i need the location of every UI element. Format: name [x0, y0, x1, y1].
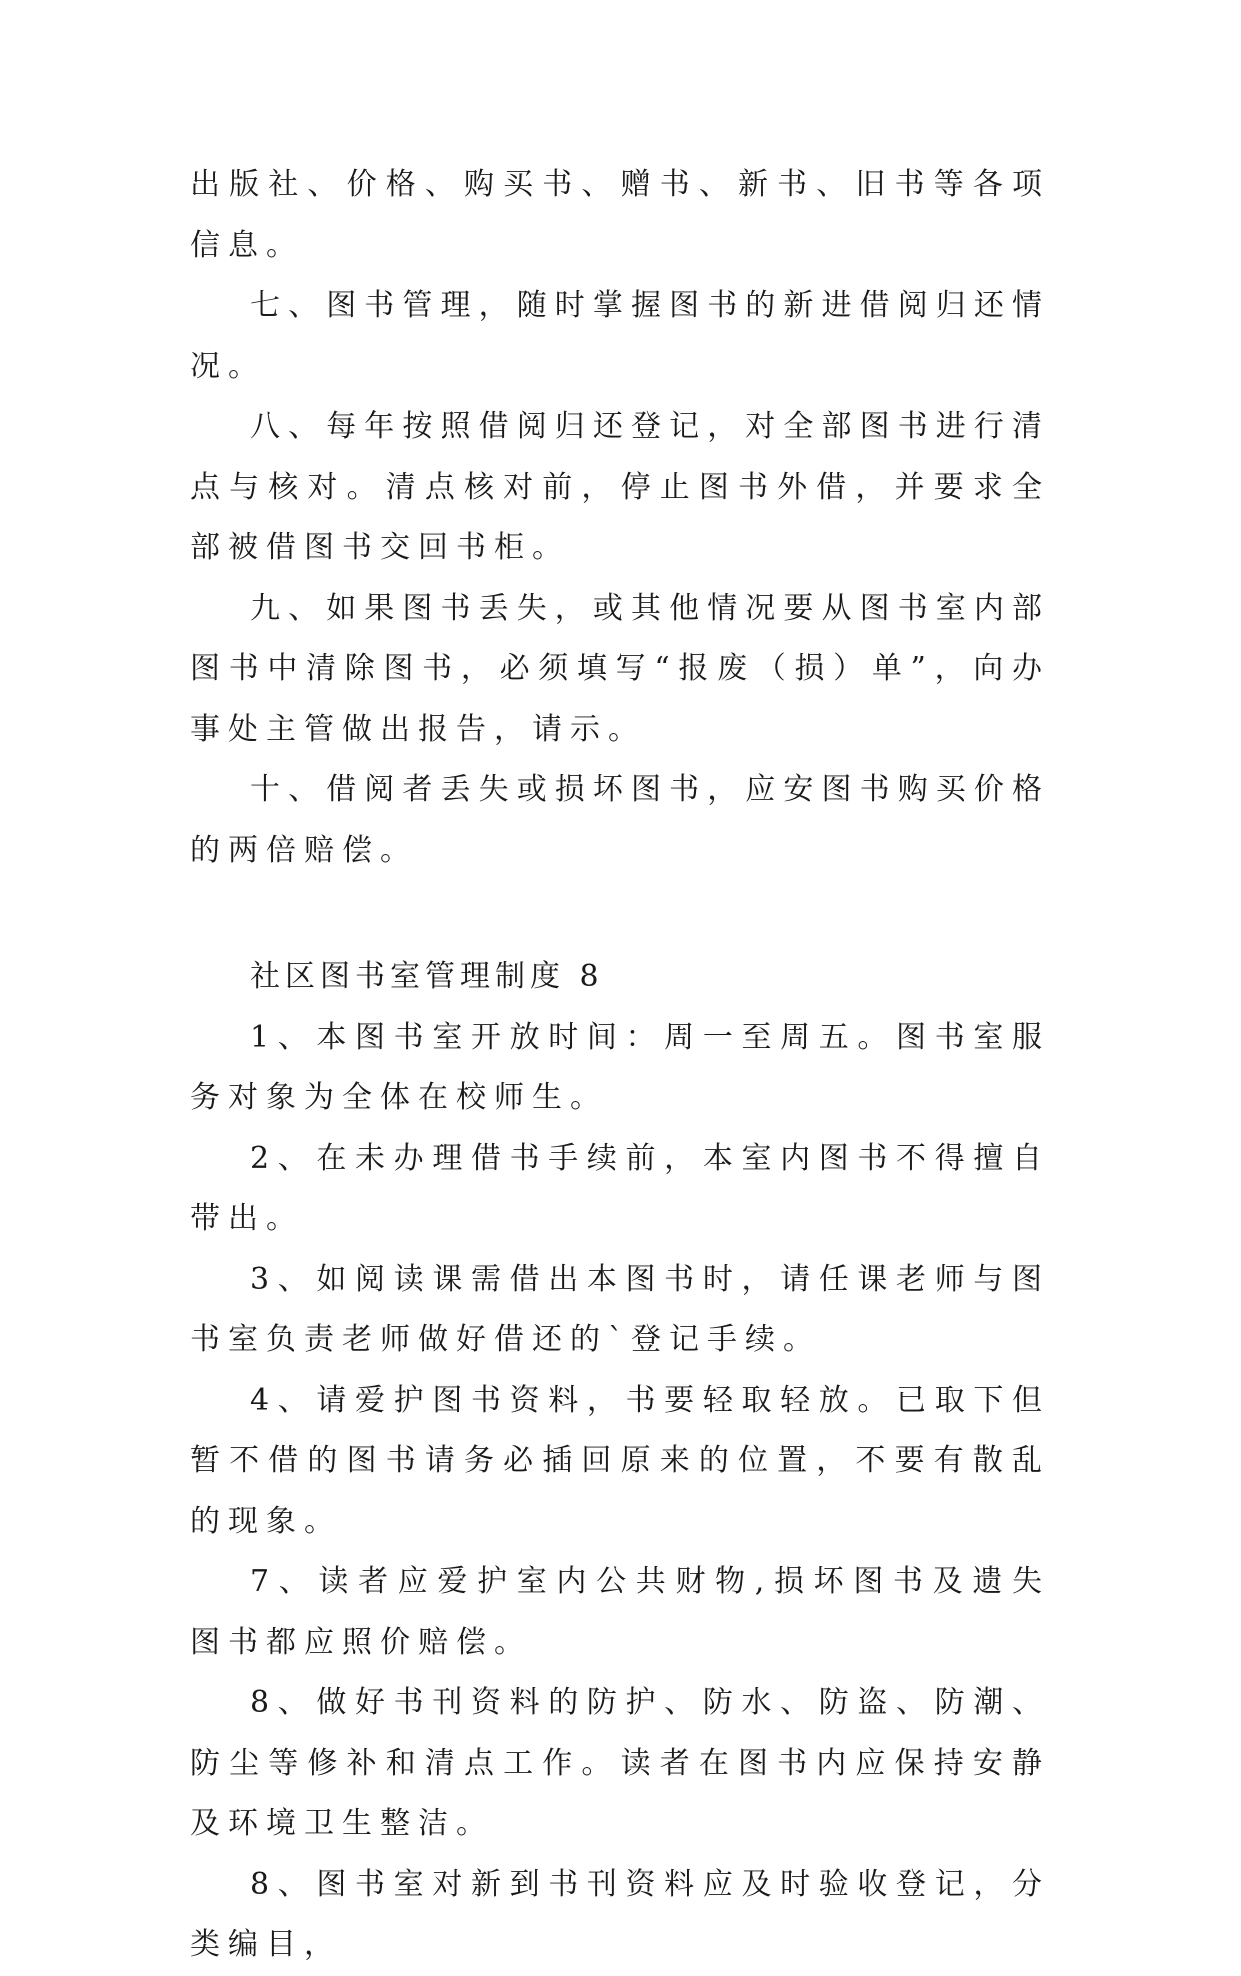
paragraph: 八、每年按照借阅归还登记，对全部图书进行清点与核对。清点核对前，停止图书外借，并要求全部被借图书交回书柜。 — [190, 409, 1050, 565]
paragraph: 1、本图书室开放时间：周一至周五。图书室服务对象为全体在校师生。 — [190, 1019, 1050, 1115]
paragraph: 8、图书室对新到书刊资料应及时验收登记，分类编目， — [190, 1866, 1050, 1962]
paragraph: 4、请爱护图书资料，书要轻取轻放。已取下但暂不借的图书请务必插回原来的位置，不要有散乱的现象。 — [190, 1382, 1050, 1539]
paragraph: 2、在未办理借书手续前，本室内图书不得擅自带出。 — [190, 1140, 1050, 1236]
paragraph: 3、如阅读课需借出本图书时，请任课老师与图书室负责老师做好借还的`登记手续。 — [190, 1261, 1050, 1357]
paragraph: 8、做好书刊资料的防护、防水、防盗、防潮、防尘等修补和清点工作。读者在图书内应保持安静及环境卫生整洁。 — [190, 1685, 1050, 1841]
paragraph: 出版社、价格、购买书、赠书、新书、旧书等各项信息。 — [190, 167, 1050, 263]
paragraph: 十、借阅者丢失或损坏图书，应安图书购买价格的两倍赔偿。 — [190, 772, 1050, 868]
paragraph: 九、如果图书丢失，或其他情况要从图书室内部图书中清除图书，必须填写“报废（损）单”，向办事处主管做出报告，请示。 — [190, 590, 1050, 747]
paragraph: 7、读者应爱护室内公共财物,损坏图书及遗失图书都应照价赔偿。 — [190, 1564, 1050, 1660]
paragraph: 七、图书管理，随时掌握图书的新进借阅归还情况。 — [190, 288, 1050, 384]
section-spacer — [190, 881, 1050, 947]
section-title: 社区图书室管理制度 8 — [250, 959, 604, 994]
document-body — [190, 155, 1050, 1976]
